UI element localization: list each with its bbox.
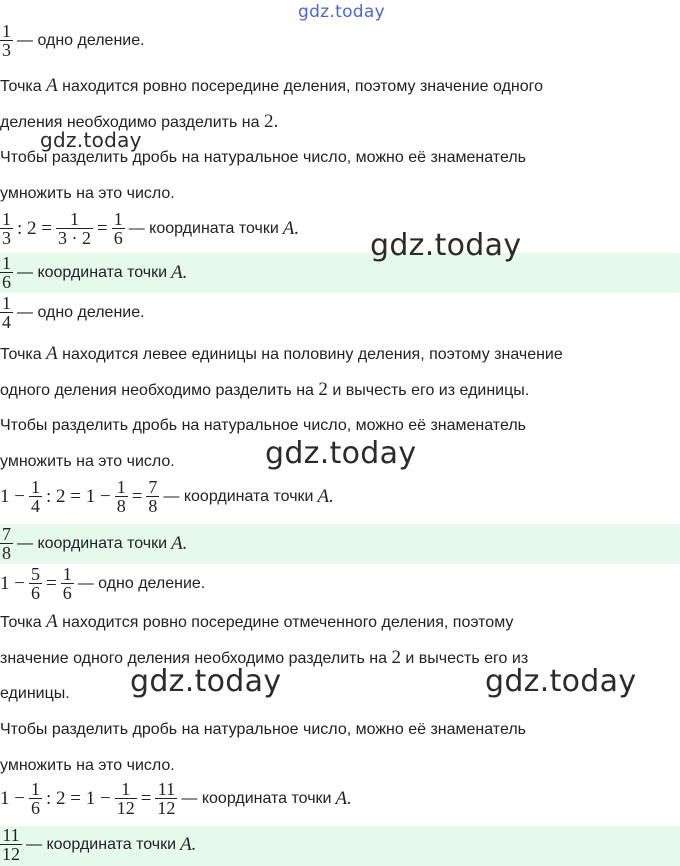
fraction: $\frac{5}{6}$ (30, 564, 40, 603)
fraction: $\frac{1}{3}$ (2, 209, 11, 248)
part1-line1: Точка A находится ровно посередине деления, поэтому значение одного (0, 75, 544, 96)
part1-answer: $\frac{1}{6}$ — координата точки A. (2, 253, 188, 292)
watermark-2: gdz.today (265, 436, 417, 471)
part3-division: 1 − $\frac{5}{6}$ = $\frac{1}{6}$ — одно деление. (0, 564, 206, 603)
part2-line1: Точка A находится левее единицы на половину деления, поэтому значение (0, 343, 563, 364)
part1-division (0, 22, 145, 59)
fraction: $\frac{1}{3 \cdot 2}$ (58, 209, 91, 248)
part2-division: $\frac{1}{4}$ — одно деление. (2, 293, 145, 332)
fraction: $\frac{1}{6}$ (113, 209, 123, 248)
watermark-4: gdz.today (485, 664, 637, 699)
part1-equation: $\frac{1}{3}$ : 2 = $\frac{1}{3 \cdot 2}$ = $\frac{1}{6}$ — координата точки A. (2, 209, 300, 248)
fraction: $\frac{7}{8}$ (148, 477, 158, 516)
watermark-1: gdz.today (370, 228, 522, 263)
fraction: $\frac{1}{6}$ (2, 253, 11, 292)
part1-line3: Чтобы разделить дробь на натуральное число, можно её знаменатель (0, 149, 526, 166)
part2-equation: 1 − $\frac{1}{4}$ : 2 = 1 − $\frac{1}{8}$ = $\frac{7}{8}$ — координата точки A. (0, 477, 334, 516)
watermark-3: gdz.today (130, 664, 282, 699)
part3-line1: Точка A находится ровно посередине отмеченного деления, поэтому (0, 611, 514, 632)
part1-line2: деления необходимо разделить на 2. (0, 111, 279, 132)
fraction: $\frac{1}{4}$ (30, 477, 40, 516)
fraction: $\frac{7}{8}$ (2, 524, 11, 563)
part1-line4: умножить на это число. (0, 185, 175, 202)
part3-line3: единицы. (0, 685, 70, 702)
part3-line5: умножить на это число. (0, 757, 175, 774)
watermark-top: gdz.today (298, 2, 385, 22)
part3-answer: $\frac{11}{12}$ — координата точки A. (2, 825, 197, 864)
part2-line3: Чтобы разделить дробь на натуральное число, можно её знаменатель (0, 417, 526, 434)
part2-line2: одного деления необходимо разделить на 2 и вычесть его из единицы. (0, 379, 530, 400)
fraction: $\frac{11}{12}$ (2, 825, 20, 864)
fraction: $\frac{1}{6}$ (62, 564, 72, 603)
fraction: $\frac{1}{4}$ (2, 293, 11, 332)
watermark-small: gdz.today (40, 128, 142, 152)
fraction: $\frac{11}{12}$ (157, 779, 176, 818)
part3-line4: Чтобы разделить дробь на натуральное число, можно её знаменатель (0, 721, 526, 738)
fraction: $\frac{1}{8}$ (116, 477, 126, 516)
part2-answer: $\frac{7}{8}$ — координата точки A. (2, 524, 188, 563)
division-text: — одно деление. (17, 31, 145, 49)
part3-equation: 1 − $\frac{1}{6}$ : 2 = 1 − $\frac{1}{12}$ = $\frac{11}{12}$ — координата точки A. (0, 779, 352, 818)
fraction: $\frac{1}{6}$ (30, 779, 40, 818)
fraction: $\frac{1}{12}$ (116, 779, 135, 818)
part3-line2: значение одного деления необходимо разделить на 2 и вычесть его из (0, 647, 529, 668)
part2-line4: умножить на это число. (0, 453, 175, 470)
fraction: $\frac{1}{3}$ (2, 21, 11, 60)
